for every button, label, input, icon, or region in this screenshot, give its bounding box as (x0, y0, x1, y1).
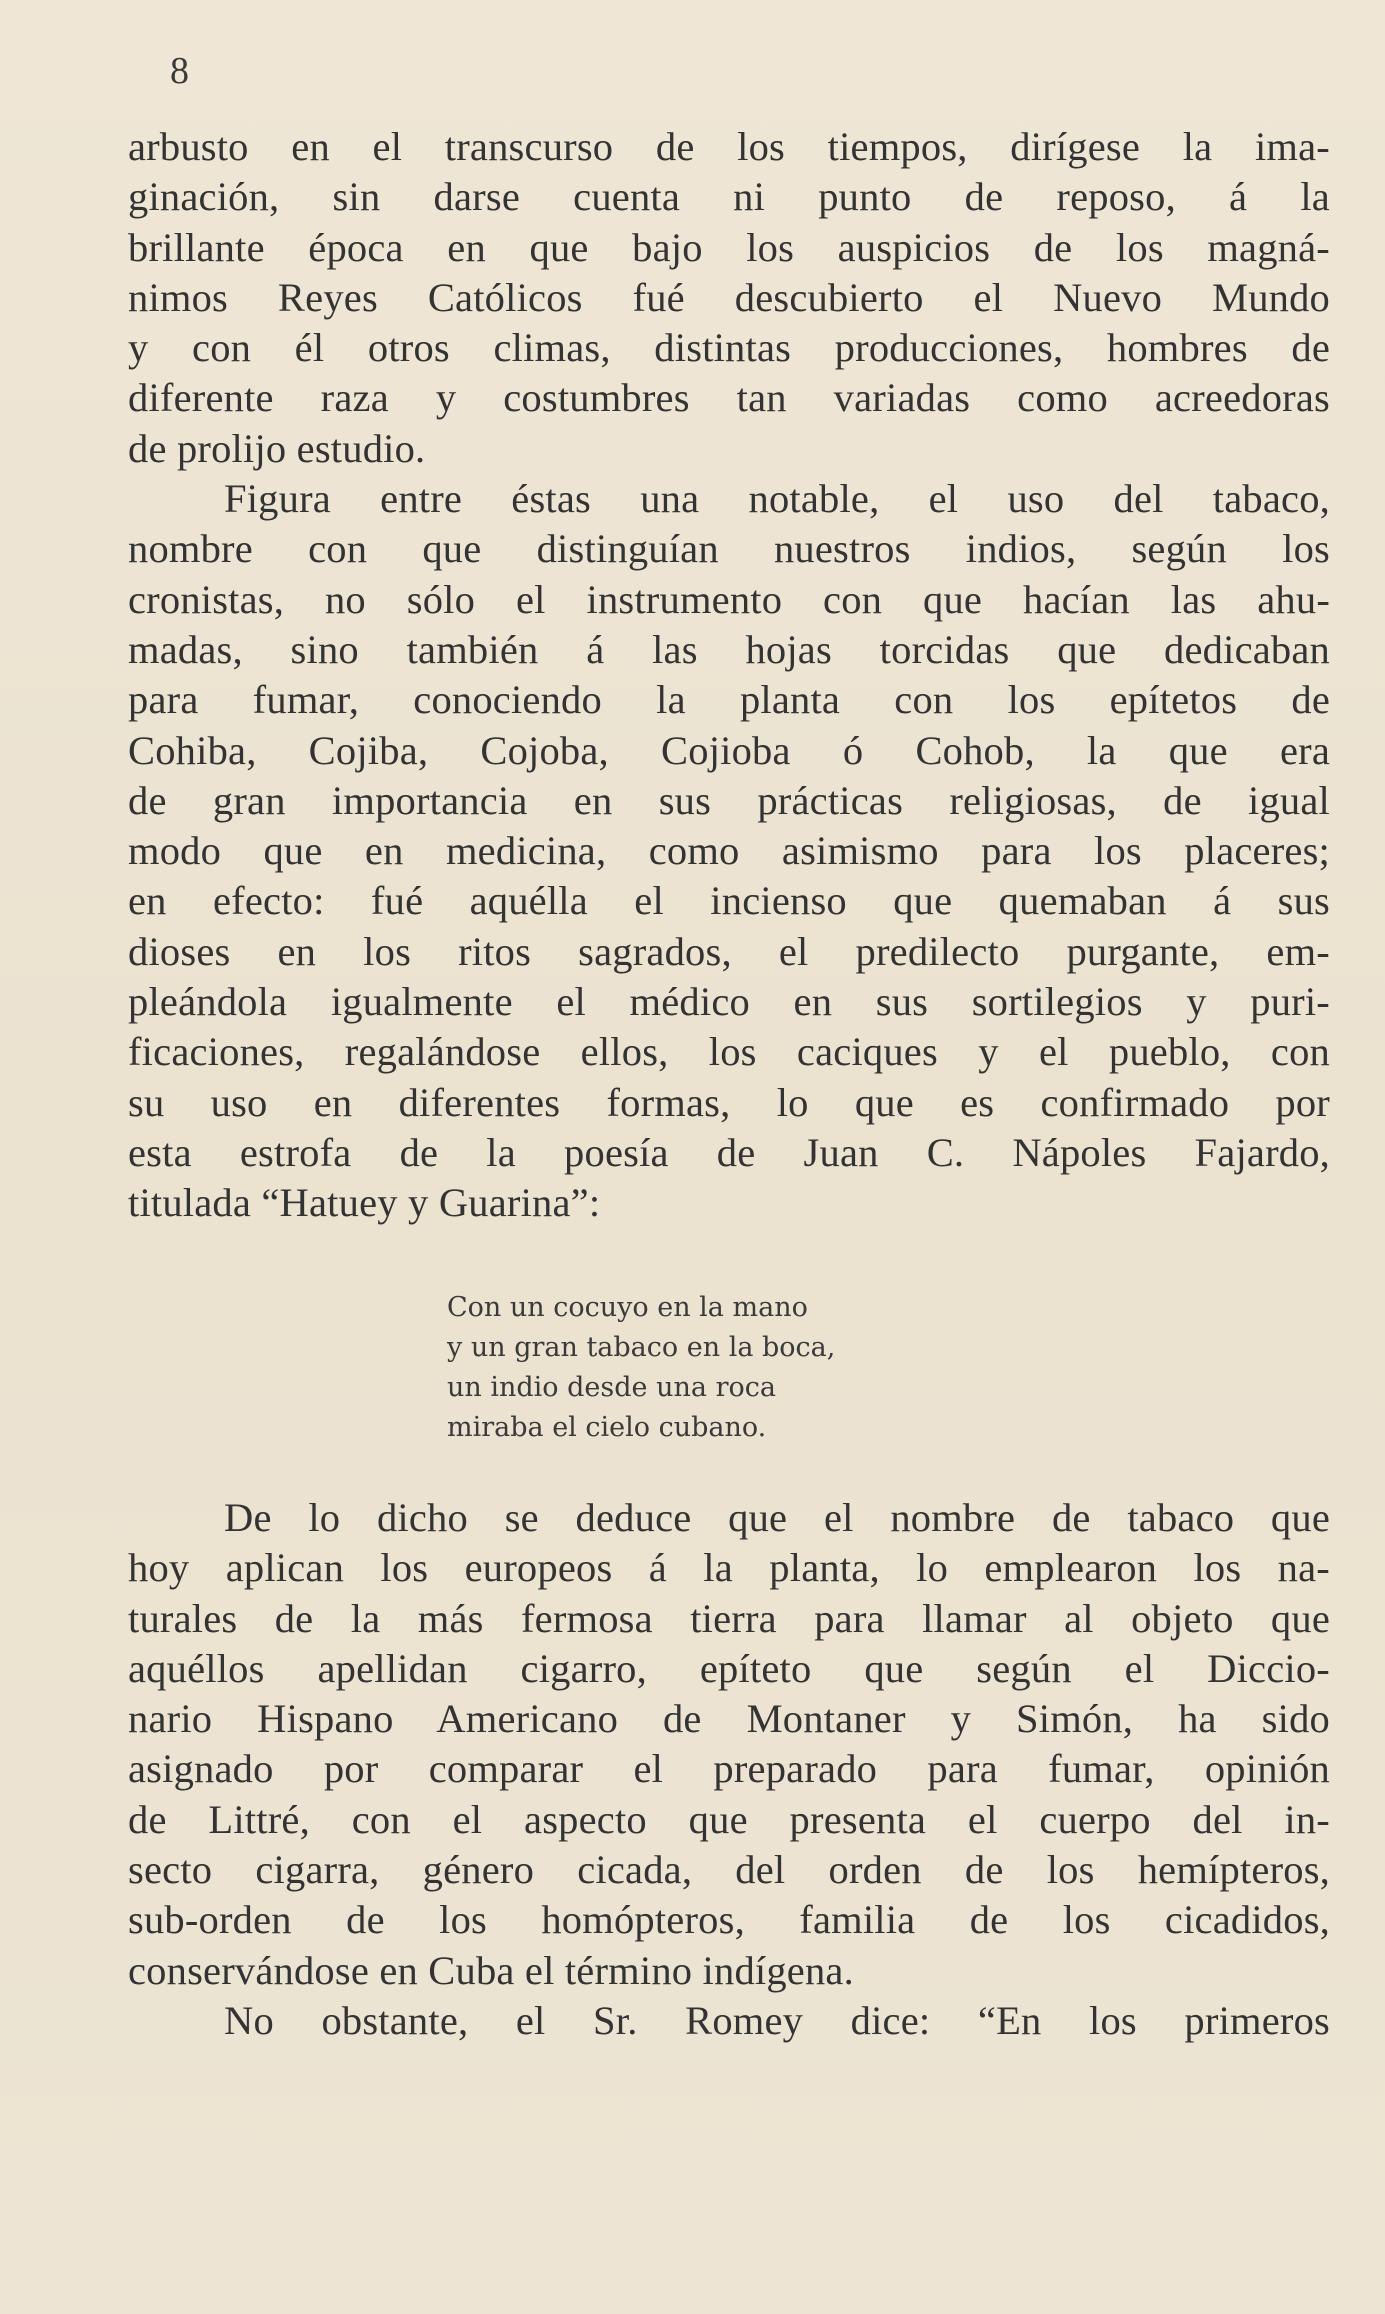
text-line: pleándola igualmente el médico en sus sortilegios y puri- (128, 979, 1330, 1025)
text-line: nombre con que distinguían nuestros indios, según los (128, 526, 1330, 572)
text-line: de prolijo estudio. (128, 425, 426, 471)
text-line: ginación, sin darse cuenta ni punto de reposo, á la (128, 174, 1330, 220)
verse-line: miraba el cielo cubano. (447, 1412, 767, 1443)
text-line: No obstante, el Sr. Romey dice: “En los primeros (224, 1997, 1330, 2043)
text-line: modo que en medicina, como asimismo para los placeres; (128, 828, 1330, 874)
text-line: asignado por comparar el preparado para fumar, opinión (128, 1746, 1330, 1792)
text-line: brillante época en que bajo los auspicios de los magná- (128, 224, 1330, 270)
text-line: dioses en los ritos sagrados, el predilecto purgante, em- (128, 928, 1330, 974)
text-line: aquéllos apellidan cigarro, epíteto que según el Diccio- (128, 1645, 1330, 1691)
text-line: De lo dicho se deduce que el nombre de tabaco que (224, 1495, 1330, 1540)
text-line: madas, sino también á las hojas torcidas que dedicaban (128, 626, 1330, 672)
text-line: nimos Reyes Católicos fué descubierto el Nuevo Mundo (128, 274, 1330, 320)
page-number: 8 (170, 50, 189, 92)
text-line: nario Hispano Americano de Montaner y Simón, ha sido (128, 1696, 1330, 1742)
text-line: secto cigarra, género cicada, del orden de los hemípteros, (128, 1847, 1330, 1893)
text-line: ficaciones, regalándose ellos, los caciques y el pueblo, con (128, 1029, 1330, 1075)
text-line: arbusto en el transcurso de los tiempos, dirígese la ima- (128, 124, 1330, 169)
text-line: su uso en diferentes formas, lo que es confirmado por (128, 1079, 1330, 1125)
text-line: Figura entre éstas una notable, el uso del tabaco, (224, 476, 1330, 522)
verse-line: Con un cocuyo en la mano (447, 1292, 808, 1323)
text-line: conservándose en Cuba el término indígena. (128, 1947, 854, 1993)
text-line: Cohiba, Cojiba, Cojoba, Cojioba ó Cohob, la que era (128, 727, 1330, 773)
text-line: sub-orden de los homópteros, familia de los cicadidos, (128, 1897, 1330, 1943)
body-text-section-2 (128, 1493, 1330, 2046)
verse-quote (447, 1288, 967, 1448)
text-line: hoy aplican los europeos á la planta, lo emplearon los na- (128, 1545, 1330, 1591)
text-line: y con él otros climas, distintas producciones, hombres de (128, 325, 1330, 371)
text-line: en efecto: fué aquélla el incienso que quemaban á sus (128, 878, 1330, 924)
text-line: turales de la más fermosa tierra para llamar al objeto que (128, 1595, 1330, 1641)
text-line: esta estrofa de la poesía de Juan C. Nápoles Fajardo, (128, 1129, 1330, 1175)
verse-line: un indio desde una roca (447, 1372, 776, 1403)
text-line: cronistas, no sólo el instrumento con que hacían las ahu- (128, 576, 1330, 622)
text-line: titulada “Hatuey y Guarina”: (128, 1180, 601, 1226)
body-text-section-1 (128, 122, 1330, 1229)
text-line: para fumar, conociendo la planta con los epítetos de (128, 677, 1330, 723)
text-line: diferente raza y costumbres tan variadas como acreedoras (128, 375, 1330, 421)
verse-line: y un gran tabaco en la boca, (447, 1332, 836, 1363)
text-line: de Littré, con el aspecto que presenta el cuerpo del in- (128, 1796, 1330, 1842)
text-line: de gran importancia en sus prácticas religiosas, de igual (128, 777, 1330, 823)
